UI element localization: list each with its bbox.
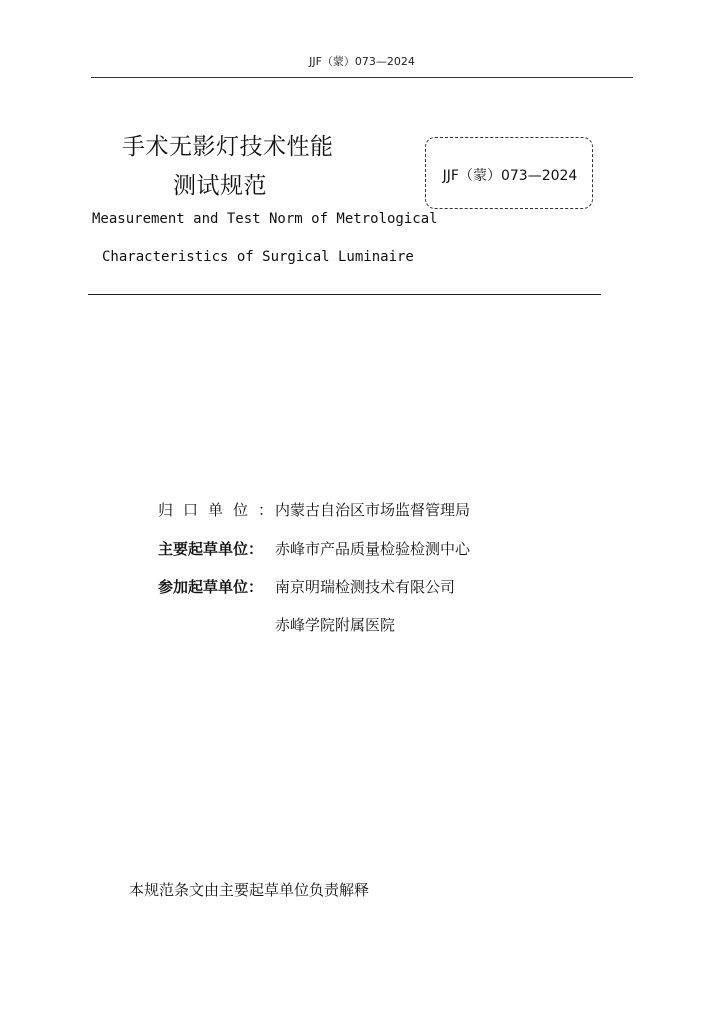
- main-drafter-label-text: 主要起草单位：: [158, 540, 264, 558]
- participant-value-2: [275, 614, 395, 635]
- main-drafter-value-text: 赤峰市产品质量检验检测中心: [275, 540, 471, 558]
- header-divider: [91, 77, 633, 78]
- english-title-line1: Measurement and Test Norm of Metrological: [92, 211, 438, 227]
- english-title-line2: Characteristics of Surgical Luminaire: [102, 249, 414, 265]
- participant-value-1-text: 南京明瑞检测技术有限公司: [275, 578, 456, 596]
- main-drafter-label: [158, 538, 263, 559]
- interpretation-note: 本规范条文由主要起草单位负责解释: [129, 881, 370, 899]
- responsible-unit-label: [158, 499, 283, 520]
- document-title-line2: 测试规范: [173, 173, 267, 199]
- main-drafter-value: [275, 538, 470, 559]
- responsible-unit-value-text: 内蒙古自治区市场监督管理局: [275, 501, 471, 519]
- document-title-line1: 手术无影灯技术性能: [122, 134, 334, 160]
- title-divider: [88, 294, 601, 295]
- participant-value-2-text: 赤峰学院附属医院: [275, 616, 396, 634]
- participant-label: [158, 576, 263, 597]
- participant-value-1: [275, 576, 455, 597]
- participant-label-text: 参加起草单位：: [158, 578, 264, 596]
- header-standard-code: JJF（蒙）073—2024: [309, 55, 415, 68]
- responsible-unit-label-text: 归口单位：: [158, 501, 284, 519]
- standard-code-box-text: JJF（蒙）073—2024: [442, 168, 578, 184]
- responsible-unit-value: [275, 499, 470, 520]
